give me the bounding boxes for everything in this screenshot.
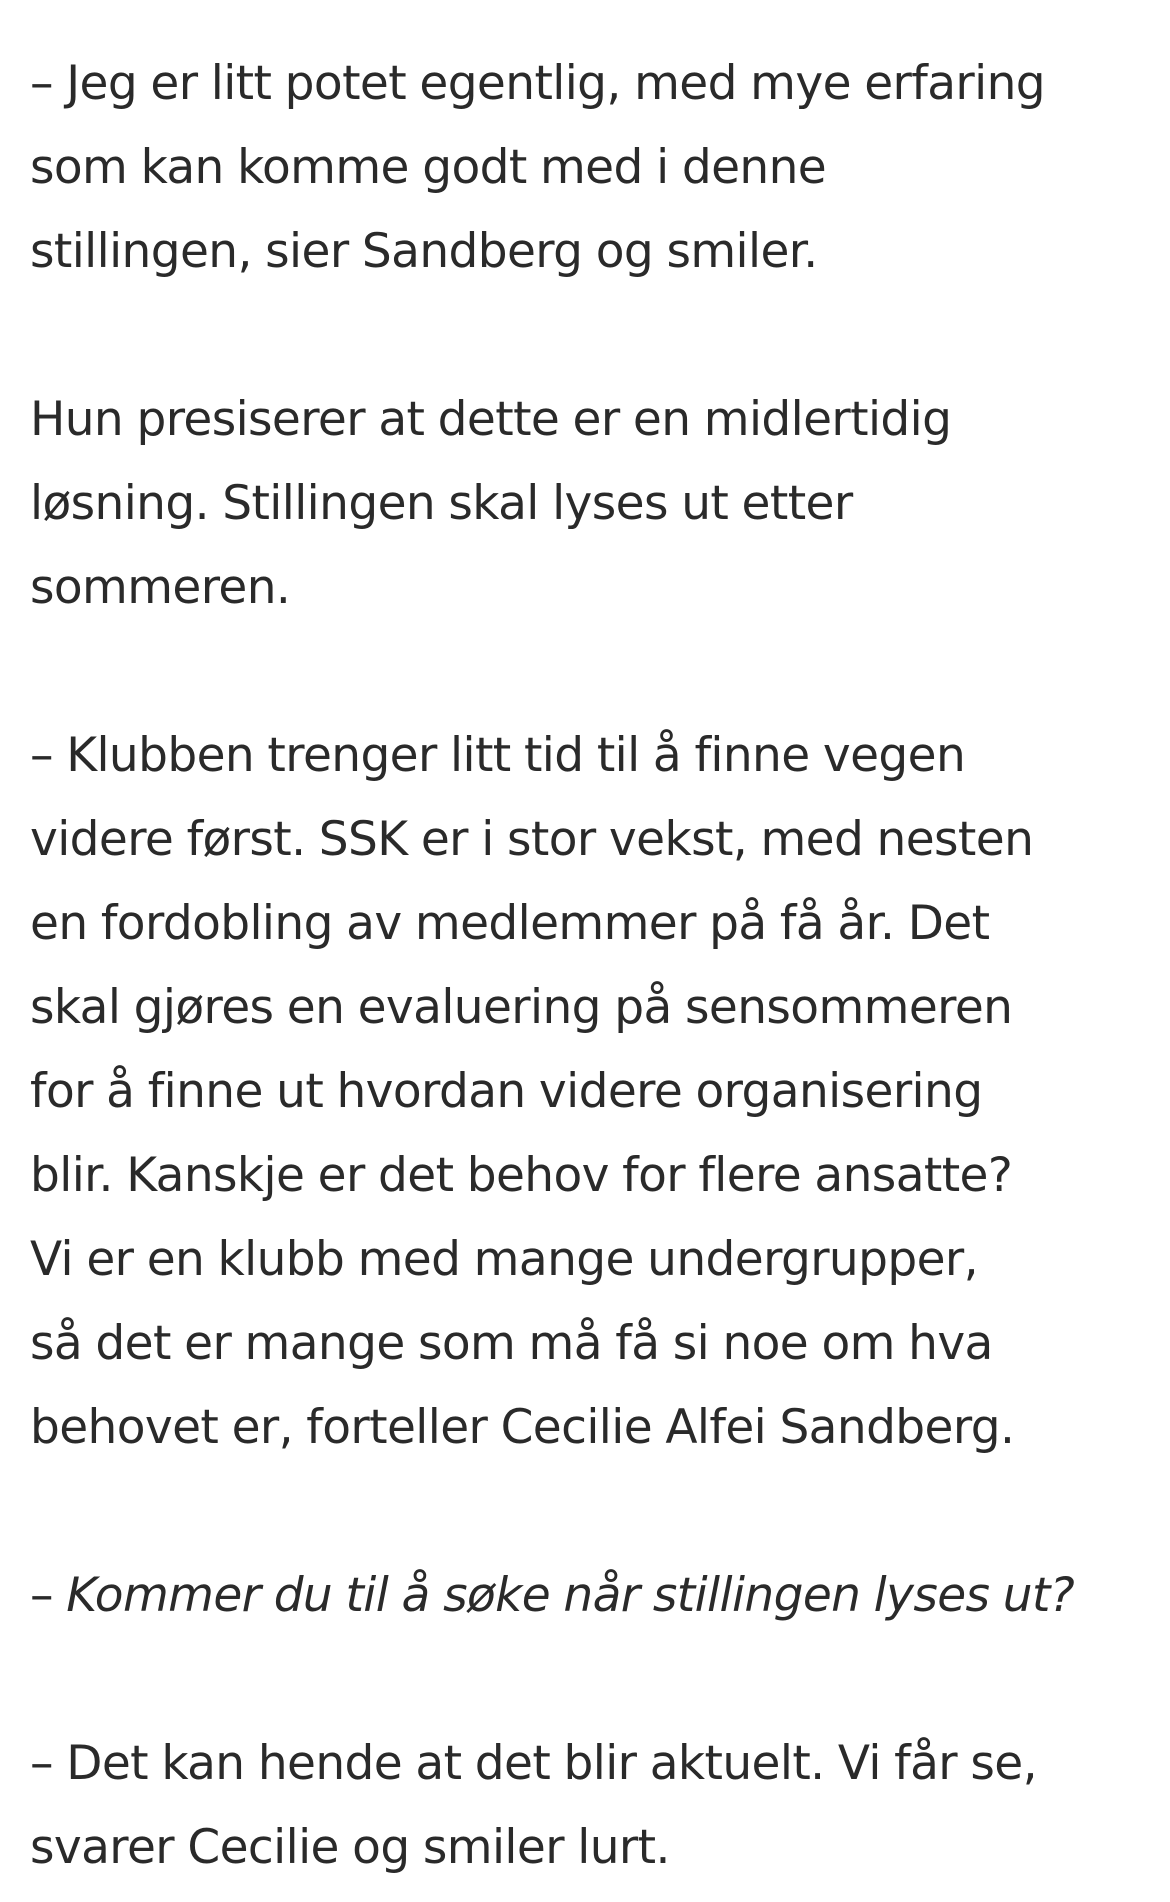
paragraph-interview-question	[30, 1554, 1150, 1638]
text-line: svarer Cecilie og smiler lurt.	[30, 1820, 670, 1875]
text-line: behovet er, forteller Cecilie Alfei Sandberg.	[30, 1400, 1015, 1455]
question-dash: –	[30, 1568, 67, 1623]
text-line: blir. Kanskje er det behov for flere ansatte?	[30, 1148, 1013, 1203]
text-line: Hun presiserer at dette er en midlertidig	[30, 392, 952, 447]
paragraph-quote-potet	[30, 42, 1150, 294]
text-line: en fordobling av medlemmer på få år. Det	[30, 896, 990, 951]
text-line: for å finne ut hvordan videre organisering	[30, 1064, 983, 1119]
text-line: løsning. Stillingen skal lyses ut etter	[30, 476, 853, 531]
paragraph-temporary-solution	[30, 378, 1150, 630]
text-line: som kan komme godt med i denne	[30, 140, 827, 195]
text-line: – Det kan hende at det blir aktuelt. Vi får se,	[30, 1736, 1037, 1791]
text-line: stillingen, sier Sandberg og smiler.	[30, 224, 818, 279]
text-line: så det er mange som må få si noe om hva	[30, 1316, 993, 1371]
text-line	[30, 1554, 1150, 1638]
text-line: – Jeg er litt potet egentlig, med mye erfaring	[30, 56, 1046, 111]
text-line: sommeren.	[30, 560, 291, 615]
text-line: skal gjøres en evaluering på sensommeren	[30, 980, 1013, 1035]
article-body	[30, 42, 1150, 1890]
paragraph-answer	[30, 1722, 1150, 1890]
text-line: videre først. SSK er i stor vekst, med nesten	[30, 812, 1034, 867]
text-line: Vi er en klubb med mange undergrupper,	[30, 1232, 978, 1287]
text-line: – Klubben trenger litt tid til å finne vegen	[30, 728, 966, 783]
interview-question: Kommer du til å søke når stillingen lyses ut?	[66, 1568, 1075, 1623]
paragraph-quote-klubben	[30, 714, 1150, 1470]
